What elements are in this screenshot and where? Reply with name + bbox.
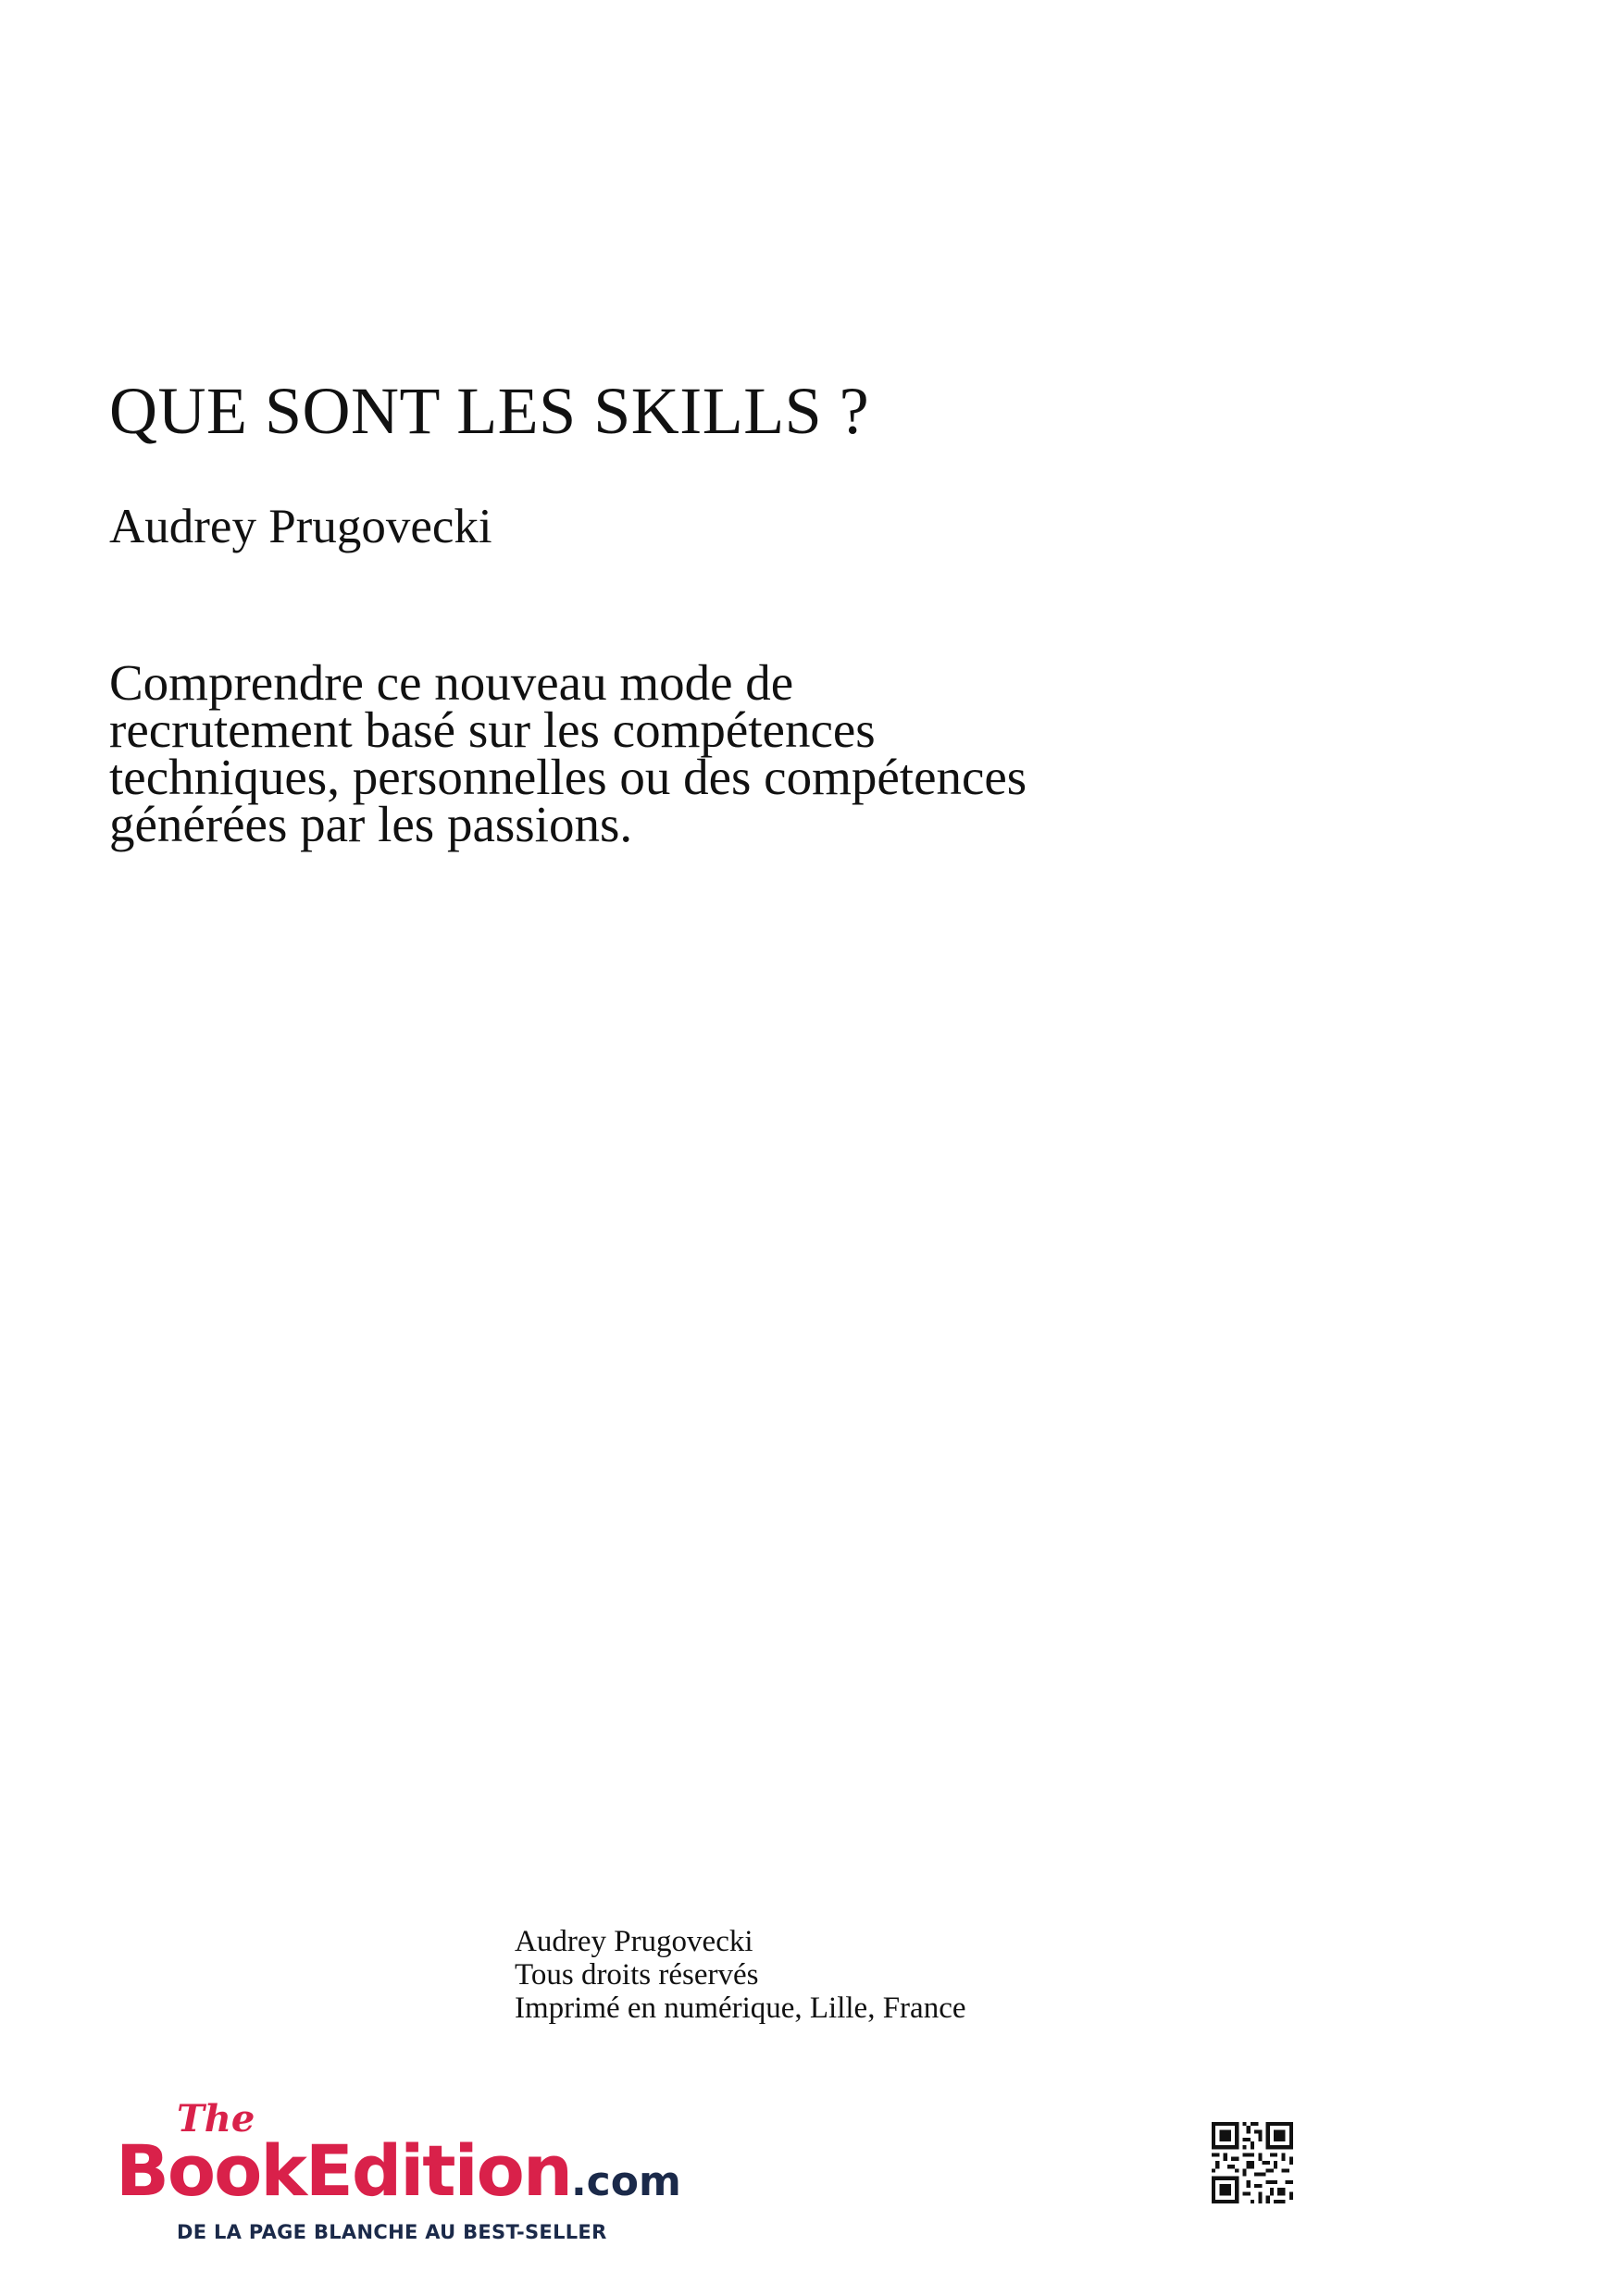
logo-tagline: DE LA PAGE BLANCHE AU BEST-SELLER [177,2221,607,2243]
imprint-block [515,1925,966,2025]
logo-domain: .com [570,2158,681,2205]
book-author: Audrey Prugovecki [109,500,492,553]
summary-line: techniques, personnelles ou des compétences [109,749,1027,805]
book-title: QUE SONT LES SKILLS ? [109,374,870,448]
imprint-author: Audrey Prugovecki [515,1925,753,1958]
logo-name: BookEdition [116,2129,571,2212]
imprint-printed: Imprimé en numérique, Lille, France [515,1992,966,2025]
imprint-rights: Tous droits réservés [515,1958,759,1992]
logo-wordmark [116,2129,681,2212]
summary-line: recrutement basé sur les compétences [109,701,876,758]
logo-the-text: The [177,2097,255,2141]
summary-line: Comprendre ce nouveau mode de [109,654,794,711]
summary-line: générées par les passions. [109,796,633,852]
qr-code-icon [1212,2122,1293,2203]
book-summary [109,654,1313,852]
publisher-logo [116,2097,681,2249]
